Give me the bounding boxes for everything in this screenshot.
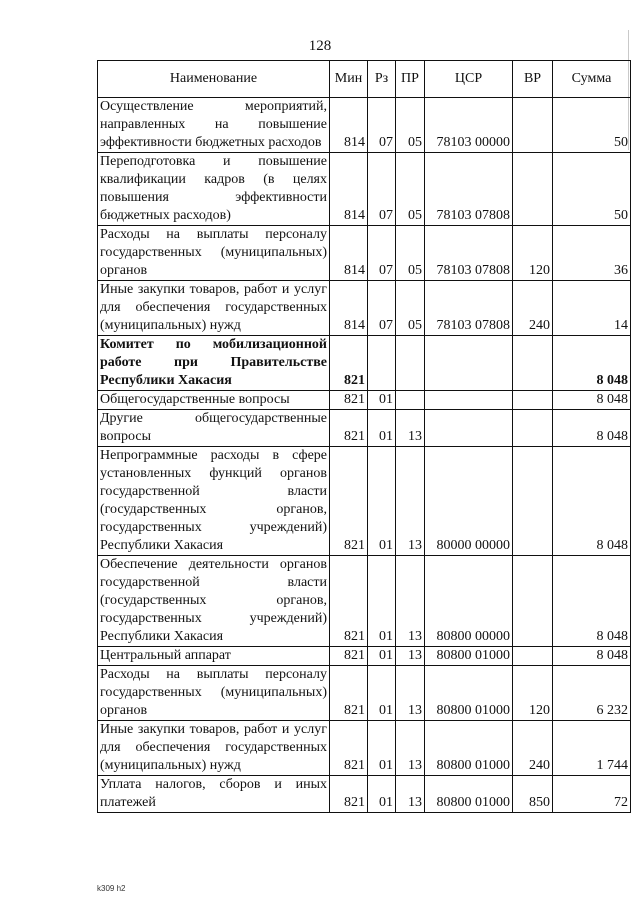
cell-rz: 07 <box>368 226 396 281</box>
cell-pr: 13 <box>396 776 425 813</box>
cell-name: Расходы на выплаты персоналу государственных (муниципальных) органов <box>98 666 330 721</box>
cell-sum: 6 232 <box>553 666 631 721</box>
cell-sum: 8 048 <box>553 410 631 447</box>
table-body <box>98 98 631 813</box>
cell-vr <box>513 556 553 647</box>
cell-name: Расходы на выплаты персоналу государственных (муниципальных) органов <box>98 226 330 281</box>
header-name: Наименование <box>98 61 330 98</box>
cell-sum: 50 <box>553 98 631 153</box>
cell-vr <box>513 410 553 447</box>
cell-min: 821 <box>330 410 368 447</box>
cell-min: 821 <box>330 447 368 556</box>
cell-min: 814 <box>330 226 368 281</box>
cell-rz: 01 <box>368 666 396 721</box>
page-number: 128 <box>308 38 332 54</box>
cell-csr: 80800 00000 <box>425 556 513 647</box>
cell-vr <box>513 98 553 153</box>
cell-sum: 14 <box>553 281 631 336</box>
cell-csr: 78103 07808 <box>425 281 513 336</box>
cell-sum: 8 048 <box>553 447 631 556</box>
cell-rz: 01 <box>368 391 396 410</box>
cell-min: 821 <box>330 776 368 813</box>
cell-vr <box>513 336 553 391</box>
table-row <box>98 336 631 391</box>
cell-csr: 78103 07808 <box>425 153 513 226</box>
cell-pr: 13 <box>396 647 425 666</box>
cell-min: 821 <box>330 666 368 721</box>
cell-sum: 8 048 <box>553 336 631 391</box>
cell-vr: 850 <box>513 776 553 813</box>
cell-sum: 8 048 <box>553 647 631 666</box>
cell-rz: 01 <box>368 647 396 666</box>
cell-rz: 07 <box>368 281 396 336</box>
cell-sum: 72 <box>553 776 631 813</box>
table-row <box>98 391 631 410</box>
header-vr: ВР <box>513 61 553 98</box>
header-csr: ЦСР <box>425 61 513 98</box>
cell-name: Непрограммные расходы в сфере установленных функций органов государственной власти (государственных органов, государственных учреждений) Республики Хакасия <box>98 447 330 556</box>
header-min: Мин <box>330 61 368 98</box>
table-row <box>98 281 631 336</box>
cell-name: Осуществление мероприятий, направленных на повышение эффективности бюджетных расходов <box>98 98 330 153</box>
cell-csr <box>425 410 513 447</box>
cell-name: Комитет по мобилизационной работе при Правительстве Республики Хакасия <box>98 336 330 391</box>
table-row <box>98 447 631 556</box>
cell-pr: 13 <box>396 666 425 721</box>
cell-csr <box>425 391 513 410</box>
cell-csr: 80800 01000 <box>425 666 513 721</box>
cell-name: Иные закупки товаров, работ и услуг для обеспечения государственных (муниципальных) нужд <box>98 281 330 336</box>
table-row <box>98 721 631 776</box>
cell-vr: 240 <box>513 721 553 776</box>
cell-rz: 01 <box>368 447 396 556</box>
header-pr: ПР <box>396 61 425 98</box>
cell-sum: 50 <box>553 153 631 226</box>
cell-rz: 07 <box>368 153 396 226</box>
cell-name: Общегосударственные вопросы <box>98 391 330 410</box>
cell-rz: 01 <box>368 721 396 776</box>
cell-csr: 80000 00000 <box>425 447 513 556</box>
cell-vr: 120 <box>513 226 553 281</box>
table-row <box>98 410 631 447</box>
table-row <box>98 226 631 281</box>
cell-rz: 01 <box>368 776 396 813</box>
budget-table <box>97 60 631 813</box>
cell-min: 821 <box>330 556 368 647</box>
header-sum: Сумма <box>553 61 631 98</box>
table-header-row <box>98 61 631 98</box>
cell-min: 821 <box>330 336 368 391</box>
cell-vr <box>513 447 553 556</box>
cell-rz <box>368 336 396 391</box>
cell-vr: 120 <box>513 666 553 721</box>
cell-rz: 01 <box>368 410 396 447</box>
cell-vr <box>513 153 553 226</box>
cell-min: 814 <box>330 153 368 226</box>
cell-name: Иные закупки товаров, работ и услуг для обеспечения государственных (муниципальных) нужд <box>98 721 330 776</box>
cell-min: 814 <box>330 281 368 336</box>
cell-pr: 13 <box>396 447 425 556</box>
cell-pr: 13 <box>396 410 425 447</box>
cell-pr: 05 <box>396 98 425 153</box>
cell-pr <box>396 391 425 410</box>
cell-name: Уплата налогов, сборов и иных платежей <box>98 776 330 813</box>
cell-name: Обеспечение деятельности органов государственной власти (государственных органов, государственных учреждений) Республики Хакасия <box>98 556 330 647</box>
cell-vr <box>513 391 553 410</box>
table-row <box>98 647 631 666</box>
cell-csr <box>425 336 513 391</box>
cell-name: Центральный аппарат <box>98 647 330 666</box>
cell-name: Другие общегосударственные вопросы <box>98 410 330 447</box>
cell-rz: 01 <box>368 556 396 647</box>
cell-csr: 78103 00000 <box>425 98 513 153</box>
table-row <box>98 153 631 226</box>
cell-min: 821 <box>330 391 368 410</box>
table-row <box>98 556 631 647</box>
cell-pr: 13 <box>396 556 425 647</box>
cell-min: 814 <box>330 98 368 153</box>
document-code: k309 h2 <box>97 884 126 893</box>
header-rz: Рз <box>368 61 396 98</box>
cell-csr: 80800 01000 <box>425 776 513 813</box>
table-row <box>98 776 631 813</box>
cell-min: 821 <box>330 721 368 776</box>
cell-name: Переподготовка и повышение квалификации кадров (в целях повышения эффективности бюджетных расходов) <box>98 153 330 226</box>
cell-min: 821 <box>330 647 368 666</box>
cell-csr: 78103 07808 <box>425 226 513 281</box>
cell-pr <box>396 336 425 391</box>
cell-pr: 05 <box>396 226 425 281</box>
cell-vr <box>513 647 553 666</box>
cell-csr: 80800 01000 <box>425 647 513 666</box>
table-row <box>98 98 631 153</box>
cell-vr: 240 <box>513 281 553 336</box>
cell-sum: 36 <box>553 226 631 281</box>
cell-rz: 07 <box>368 98 396 153</box>
cell-pr: 05 <box>396 153 425 226</box>
cell-sum: 1 744 <box>553 721 631 776</box>
table-row <box>98 666 631 721</box>
cell-sum: 8 048 <box>553 556 631 647</box>
cell-pr: 05 <box>396 281 425 336</box>
cell-pr: 13 <box>396 721 425 776</box>
cell-sum: 8 048 <box>553 391 631 410</box>
cell-csr: 80800 01000 <box>425 721 513 776</box>
